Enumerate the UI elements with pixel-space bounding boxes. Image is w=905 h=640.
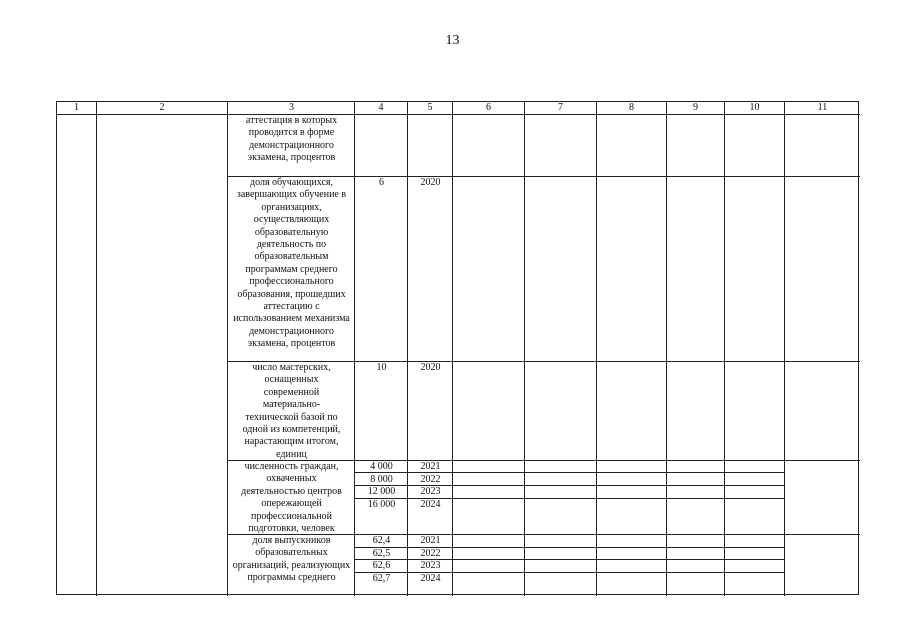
indicator-name: численность граждан, охваченных деятельностью центров опережающей профессиональной подготовки, человек [241, 461, 342, 535]
indicator-name: доля обучающихся, завершающих обучение в организациях, осуществляющих образовательную деятельность по образовательным программам среднего профессионального образования, прошедших аттестацию с использованием механизма демонстрационного экзамена, процентов [233, 177, 350, 350]
indicator-year: 2024 [420, 573, 441, 584]
column-header: 1 [74, 102, 79, 113]
indicator-value: 62,7 [372, 573, 391, 584]
column-header: 2 [159, 102, 165, 113]
indicator-value: 4 000 [370, 461, 393, 472]
column-header: 7 [558, 102, 563, 113]
column-header: 10 [749, 102, 760, 113]
indicator-year: 2024 [420, 499, 441, 510]
indicator-value: 10 [376, 362, 387, 373]
indicator-name: число мастерских, оснащенных современной материально-технической базой по одной из компетенций, нарастающим итогом, единиц [242, 362, 341, 460]
column-header: 3 [289, 102, 294, 113]
indicator-year: 2022 [420, 548, 441, 559]
header-divider [57, 114, 860, 115]
indicator-year: 2020 [420, 362, 441, 373]
indicator-value: 8 000 [370, 474, 393, 485]
indicator-value: 16 000 [367, 499, 396, 510]
indicator-year: 2023 [420, 486, 441, 497]
indicator-value: 62,5 [372, 548, 391, 559]
indicator-value: 12 000 [367, 486, 396, 497]
indicator-value: 6 [379, 177, 384, 188]
indicator-name: аттестация в которых проводится в форме демонстрационного экзамена, процентов [245, 115, 338, 164]
col-divider [96, 102, 97, 596]
column-header: 6 [486, 102, 491, 113]
column-header: 4 [378, 102, 384, 113]
column-header: 8 [629, 102, 634, 113]
indicator-year: 2020 [420, 177, 441, 188]
column-header: 11 [817, 102, 828, 113]
page-number: 13 [445, 33, 460, 48]
column-header: 9 [693, 102, 698, 113]
indicator-year: 2022 [420, 474, 441, 485]
indicator-year: 2021 [420, 461, 441, 472]
indicators-table [56, 101, 859, 595]
indicator-year: 2023 [420, 560, 441, 571]
column-header: 5 [427, 102, 433, 113]
indicator-year: 2021 [420, 535, 441, 546]
indicator-name: доля выпускников образовательных организаций, реализующих программы среднего [232, 535, 351, 584]
indicator-value: 62,4 [372, 535, 391, 546]
indicator-value: 62,6 [372, 560, 391, 571]
